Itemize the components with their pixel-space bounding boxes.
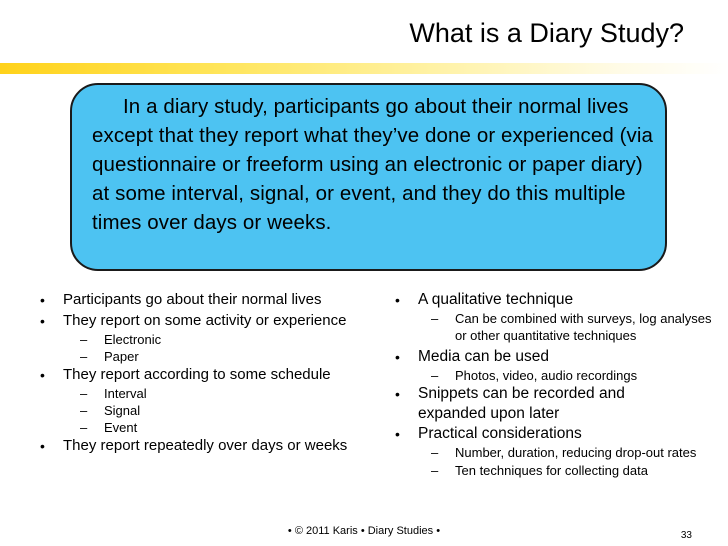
bullet-marker: • — [40, 313, 45, 329]
bullet-marker: • — [40, 438, 45, 454]
left-bullet-1: • Participants go about their normal lives — [40, 291, 322, 308]
dash-marker: – — [80, 420, 88, 435]
left-bullet-4: • They report repeatedly over days or weeks — [40, 437, 348, 454]
right-sub-bullet: – Photos, video, audio recordings — [431, 368, 638, 383]
definition-callout-text — [92, 92, 662, 237]
bullet-marker: • — [395, 426, 400, 442]
bullet-marker: • — [40, 367, 45, 383]
left-bullet-3: • They report according to some schedule — [40, 366, 331, 383]
dash-marker: – — [431, 463, 439, 478]
left-bullet-2: • They report on some activity or experience — [40, 312, 347, 329]
right-bullet-2: • Media can be used — [395, 348, 549, 365]
page-number: 33 — [680, 530, 692, 541]
dash-marker: – — [80, 403, 88, 418]
dash-marker: – — [431, 368, 439, 383]
dash-marker: – — [80, 386, 88, 401]
right-bullet-3: • Snippets can be recorded and expanded upon later — [395, 385, 625, 422]
right-sub-bullet: – Ten techniques for collecting data — [431, 463, 648, 478]
left-sub-bullet: – Signal — [80, 403, 141, 418]
bullet-marker: • — [395, 349, 400, 365]
left-sub-bullet: – Paper — [80, 349, 139, 364]
dash-marker: – — [80, 349, 88, 364]
bullet-marker: • — [395, 386, 400, 402]
right-bullet-1: • A qualitative technique — [395, 291, 574, 308]
callout-text-body: In a diary study, participants go about their normal lives except that they report what they’ve done or experienced (via questionnaire or freeform using an electronic or paper diary) at some interval, signal, or event, and they do this multiple times over days or weeks. — [92, 95, 654, 234]
left-sub-bullet: – Event — [80, 420, 138, 435]
dash-marker: – — [431, 445, 439, 460]
bullet-marker: • — [395, 292, 400, 308]
right-sub-bullet: – Can be combined with surveys, log analyses or other quantitative techniques — [431, 311, 712, 343]
dash-marker: – — [80, 332, 88, 347]
bullet-marker: • — [40, 292, 45, 308]
left-sub-bullet: – Electronic — [80, 332, 162, 347]
right-bullet-4: • Practical considerations — [395, 425, 582, 442]
slide-title: What is a Diary Study? — [409, 18, 684, 48]
right-bullet-list — [395, 290, 715, 479]
left-bullet-list — [40, 290, 347, 456]
slide-footer: • © 2011 Karis • Diary Studies • — [287, 525, 441, 537]
dash-marker: – — [431, 311, 439, 326]
right-sub-bullet: – Number, duration, reducing drop-out rates — [431, 445, 697, 460]
title-accent-bar — [0, 63, 728, 74]
left-sub-bullet: – Interval — [80, 386, 147, 401]
